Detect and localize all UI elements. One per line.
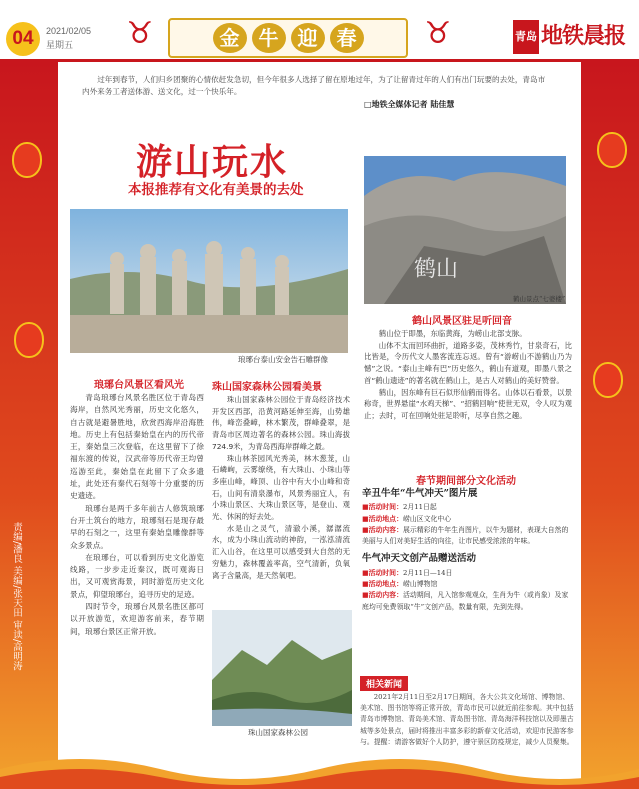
- paragraph: 鹤山，因东峰有巨石似形仙鹤而得名。山体以石看景，以景称奇，世界悬崖“水鸡天梯”、“招鹤回响”使世无双，令人叹为观止；去时，可在回响处驻足聆听，尽享自然之趣。: [364, 387, 572, 420]
- paragraph: 珠山林茶园风光秀美，林木葱茏，山石嶙峋，云雾缭绕，有大珠山、小珠山等多座山峰，峰顶、山谷中有大小山峰和奇石，山间有清泉瀑布，风景秀丽宜人，有小珠山景区、大珠山景区等，是登山、观光、休闲的好去处。: [212, 453, 350, 522]
- heshan-photo-image: [364, 156, 566, 304]
- paragraph: 青岛琅琊台风景名胜区位于青岛西海岸，自然风光秀丽，历史文化悠久，自古就是避暑胜地，欣赏西海岸沿海胜地。历史上有包括秦始皇在内的历代帝王，秦始皇三次登临，在这里留下了徐福东渡的传说，汉武帝等历代帝王均曾巡游至此，秦始皇在此留下了众多遗址，此处还有秦代石刻等十分重要的历史遗迹。: [70, 393, 204, 501]
- editor-credits: 责编/潘良 美编/张天田 审读/高明涛: [11, 522, 22, 671]
- field-label: ■活动内容：: [362, 525, 403, 534]
- banner-char: 迎: [291, 23, 325, 53]
- paragraph: 琅琊台是两千多年前古人修筑琅琊台开土筑台的地方，琅琊刻石是现存最早的石刻之一，这里有秦始皇雕像群等众多景点。: [70, 503, 204, 550]
- banner-golden-ox: [168, 18, 408, 58]
- events-heading: 春节期间部分文化活动: [416, 476, 516, 487]
- lantern-icon: [593, 362, 623, 398]
- newspaper-logo: [507, 20, 631, 52]
- paragraph: 在琅琊台，可以看到历史文化游览线路，一步步走近秦汉，既可观海日出，又可观赏海景，同时游览历史文化景点，仰望琅琊台，追寻历史的足迹。: [70, 552, 204, 599]
- section-heading-zhushan: 珠山国家森林公园看美景: [212, 382, 322, 393]
- svg-text:鹤山: 鹤山: [414, 257, 459, 282]
- zhushan-article: [212, 394, 350, 608]
- date-text: 2021/02/05: [46, 26, 92, 36]
- langya-caption: 琅琊台泰山安金告石雕群像: [238, 355, 328, 364]
- author-byline: □地铁全媒体记者 陆佳慧: [364, 100, 455, 109]
- event-time: ■活动时间：2月11日—14日: [362, 568, 453, 577]
- heshan-caption: 鹤山景点“七婆楼”: [513, 295, 566, 303]
- related-news-text: 2021年2月11日至2月17日期间，各大公共文化场馆、博物馆、美术馆、图书馆等将正常开放，青岛市民可以就近前往参观。其中包括青岛市博物馆、青岛美术馆、青岛图书馆、青岛海洋科技馆以及即墨古城等多处景点，届时将推出丰富多彩的新春文化活动，欢迎市民游客参与。提醒：请游客做好个人防护，遵守景区防疫规定，减少人员聚集。: [360, 693, 574, 746]
- article-area: [58, 62, 581, 789]
- event-content: ■活动内容：活动期间，凡入馆参观观众，生肖为牛（或肖象）及家庭均可免费领取“牛”文创产品，数量有限，先到先得。: [362, 591, 569, 611]
- right-decoration: [581, 62, 639, 789]
- article-title: 游山玩水: [136, 141, 289, 183]
- ox-icon: ♉: [424, 16, 452, 51]
- heshan-article: [364, 328, 572, 468]
- paragraph: 四时节令，琅琊台风景名胜区都可以开放游览，欢迎游客前来，春节期间，琅琊台景区正常开放。: [70, 602, 204, 636]
- page-number: 04: [6, 22, 40, 56]
- field-label: ■活动地点：: [362, 514, 403, 523]
- weekday-text: 星期五: [46, 40, 74, 50]
- paragraph: 山体不太而回环曲折，道路多姿，茂林秀竹，甘泉奇石，比比皆是，令历代文人墨客流连忘返。曾有“游崂山不游鹤山乃为憾”之说。“泰山主峰有巴”历史悠久，鹤山有道观，即墨八景之首“鹤山遗迹”的著名就在鹤山上，是古人对鹤山的美好赞誉。: [364, 340, 572, 385]
- field-label: ■活动内容：: [362, 591, 403, 600]
- event-place: ■活动地点：崂山区文化中心: [362, 514, 452, 523]
- event-place: ■活动地点：崂山博物馆: [362, 580, 438, 589]
- event-title: 牛气冲天文创产品赠送活动: [362, 553, 477, 565]
- langya-article: [70, 392, 204, 722]
- section-heading-heshan: 鹤山风景区驻足听回音: [412, 316, 512, 327]
- event-time: ■活动时间：2月11日起: [362, 503, 437, 512]
- logo-text: 地铁晨报: [540, 24, 625, 49]
- field-label: ■活动地点：: [362, 580, 403, 589]
- paragraph: 水是山之灵气，清澈小溪，潺潺流水，成为小珠山流动的神韵，一泓泓清流汇入山谷，在这里可以感受到大自然的无穷魅力，森林覆盖率高，空气清新，负氧离子含量高，是天然氧吧。: [212, 523, 350, 580]
- ox-icon: ♉: [126, 16, 154, 51]
- bottom-wave-decoration: [0, 749, 639, 789]
- langya-sculptures-photo: [70, 209, 348, 353]
- banner-char: 牛: [252, 23, 286, 53]
- heshan-photo: [364, 156, 566, 304]
- logo-emblem: 青岛: [513, 20, 539, 54]
- issue-date: [46, 24, 91, 52]
- page-header: [0, 0, 639, 62]
- field-label: ■活动时间：: [362, 503, 403, 512]
- banner-char: 金: [213, 23, 247, 53]
- section-heading-langya: 琅琊台风景区看风光: [94, 380, 184, 391]
- event-content: ■活动内容：展示精彩的牛年生肖图片，以牛为题材，表现大自然的美丽与人们对美好生活的向往，让市民感受浓浓的年味。: [362, 525, 569, 546]
- banner-char: 春: [330, 23, 364, 53]
- lantern-icon: [597, 132, 627, 168]
- field-label: ■活动时间：: [362, 568, 403, 577]
- zhushan-photo-image: [212, 610, 352, 726]
- langya-photo-image: [70, 209, 348, 353]
- paragraph: 鹤山位于即墨，东临黄海，为崂山北部支脉。: [378, 329, 527, 338]
- article-subtitle: 本报推荐有文化有美景的去处: [128, 182, 304, 198]
- event-title: 辛丑牛年“牛气冲天”图片展: [362, 488, 478, 499]
- lantern-icon: [12, 142, 42, 178]
- paragraph: 珠山国家森林公园位于青岛经济技术开发区西部，沿黄河路延伸至海，山势雄伟，峰峦叠嶂，林木繁茂，群峰叠翠，是青岛市区周边著名的森林公园。珠山海拔724.9米，为青岛西海岸群峰之最。: [212, 395, 350, 451]
- lantern-icon: [14, 322, 44, 358]
- intro-text: 过年到春节，人们归乡团聚的心情依赶发急切，但今年很多人选择了留在原地过年，为了让留青过年的人们有出门玩要的去处，青岛市内外来务工者送体游、送文化，过一个快乐年。: [82, 75, 546, 96]
- events-list: [362, 486, 572, 613]
- left-decoration: [0, 62, 58, 789]
- zhushan-photo: [212, 610, 352, 726]
- zhushan-caption: 珠山国家森林公园: [248, 728, 308, 737]
- related-news-label: 相关新闻: [360, 676, 408, 691]
